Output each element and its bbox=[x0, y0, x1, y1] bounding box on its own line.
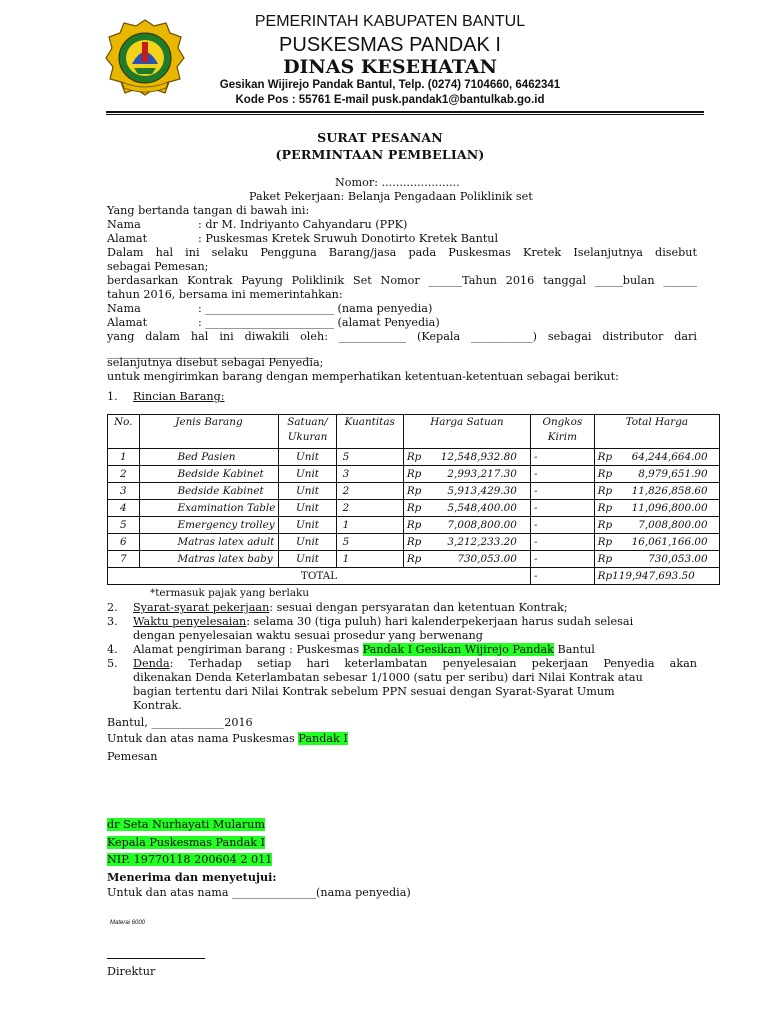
cell-qty: 1 bbox=[336, 517, 403, 534]
term-4-pre: Alamat pengiriman barang : Puskesmas bbox=[133, 643, 363, 656]
table-total-row bbox=[108, 568, 720, 585]
term-4 bbox=[133, 643, 595, 657]
harga-value: 5,913,429.30 bbox=[447, 485, 517, 497]
header-postal-email: Kode Pos : 55761 E-mail pusk.pandak1@bantulkab.go.id bbox=[235, 94, 545, 106]
table-row bbox=[108, 466, 720, 483]
header-divider-thick bbox=[106, 111, 704, 113]
term-3 bbox=[133, 615, 633, 629]
cell-harga bbox=[403, 466, 530, 483]
cell-total bbox=[594, 534, 719, 551]
currency-label: Rp bbox=[597, 553, 613, 565]
harga-value: 12,548,932.80 bbox=[440, 451, 517, 463]
cell-qty: 5 bbox=[336, 534, 403, 551]
paragraph-pemesan-2: sebagai Pemesan; bbox=[107, 260, 209, 273]
cell-total bbox=[594, 449, 719, 466]
paket-line: Paket Pekerjaan: Belanja Pengadaan Poliklinik set bbox=[249, 190, 533, 203]
cell-jenis: Bedside Kabinet bbox=[139, 483, 279, 500]
total-value: 16,061,166.00 bbox=[631, 536, 708, 548]
cell-ongkos: - bbox=[531, 500, 595, 517]
closing-untuk bbox=[107, 732, 348, 746]
currency-label: Rp bbox=[597, 468, 613, 480]
alamat-value: : Puskesmas Kretek Sruwuh Donotirto Kretek Bantul bbox=[198, 232, 499, 245]
cell-no: 4 bbox=[108, 500, 140, 517]
closing-untuk-highlight: Pandak I bbox=[298, 732, 348, 745]
cell-qty: 2 bbox=[336, 500, 403, 517]
cell-jenis: Matras latex adult bbox=[139, 534, 279, 551]
cell-total bbox=[594, 466, 719, 483]
tax-note: *termasuk pajak yang berlaku bbox=[150, 587, 310, 599]
cell-satuan: Unit bbox=[279, 551, 336, 568]
signature-line bbox=[107, 958, 205, 959]
term-2-text: : sesuai dengan persyaratan dan ketentuan Kontrak; bbox=[269, 601, 568, 614]
total-ongkos: - bbox=[531, 568, 595, 585]
nama-label: Nama bbox=[107, 218, 141, 231]
currency-label: Rp bbox=[597, 451, 613, 463]
harga-value: 2,993,217.30 bbox=[447, 468, 517, 480]
alamat-label: Alamat bbox=[107, 232, 148, 245]
cell-no: 7 bbox=[108, 551, 140, 568]
alamat-penyedia-label: Alamat bbox=[107, 316, 148, 329]
cell-qty: 5 bbox=[336, 449, 403, 466]
untuk-penyedia: Untuk dan atas nama _______________(nama penyedia) bbox=[107, 886, 411, 899]
col-header-total: Total Harga bbox=[594, 415, 719, 449]
currency-label: Rp bbox=[406, 451, 422, 463]
term-2-label: Syarat-syarat pekerjaan bbox=[133, 601, 270, 614]
cell-jenis: Bedside Kabinet bbox=[139, 466, 279, 483]
paragraph-penyedia: selanjutnya disebut sebagai Penyedia; bbox=[107, 356, 324, 369]
cell-satuan: Unit bbox=[279, 466, 336, 483]
term-2 bbox=[133, 601, 568, 615]
cell-no: 5 bbox=[108, 517, 140, 534]
cell-ongkos: - bbox=[531, 483, 595, 500]
cell-jenis: Matras latex baby bbox=[139, 551, 279, 568]
cell-harga bbox=[403, 517, 530, 534]
cell-total bbox=[594, 551, 719, 568]
term-2-number: 2. bbox=[107, 601, 118, 614]
paragraph-kontrak-2: tahun 2016, bersama ini memerintahkan: bbox=[107, 288, 343, 301]
cell-no: 3 bbox=[108, 483, 140, 500]
document-title: SURAT PESANAN bbox=[317, 130, 443, 145]
term-5-text: : Terhadap setiap hari keterlambatan penyelesaian pekerjaan Penyedia akan bbox=[169, 657, 697, 670]
col-header-kuantitas: Kuantitas bbox=[336, 415, 403, 449]
header-government: PEMERINTAH KABUPATEN BANTUL bbox=[254, 13, 526, 30]
cell-no: 6 bbox=[108, 534, 140, 551]
cell-harga bbox=[403, 534, 530, 551]
total-label: TOTAL bbox=[108, 568, 531, 585]
col-header-satuan: Satuan/ Ukuran bbox=[279, 415, 336, 449]
paragraph-diwakili: yang dalam hal ini diwakili oleh: ____________ (Kepala ___________) sebagai distributor dari bbox=[107, 330, 697, 343]
cell-jenis: Emergency trolley bbox=[139, 517, 279, 534]
cell-harga bbox=[403, 483, 530, 500]
col-header-harga: Harga Satuan bbox=[403, 415, 530, 449]
alamat-penyedia-value: : _______________________ (alamat Penyedia) bbox=[198, 316, 440, 329]
cell-ongkos: - bbox=[531, 551, 595, 568]
cell-satuan: Unit bbox=[279, 483, 336, 500]
header-puskesmas: PUSKESMAS PANDAK I bbox=[279, 34, 501, 56]
cell-qty: 1 bbox=[336, 551, 403, 568]
currency-label: Rp bbox=[597, 519, 613, 531]
materai-label: Materai 6000 bbox=[110, 920, 146, 926]
term-5-line3: bagian tertentu dari Nilai Kontrak sebelum PPN sesuai dengan Syarat-Syarat Umum bbox=[133, 685, 615, 698]
term-3-text: : selama 30 (tiga puluh) hari kalenderpekerjaan harus sudah selesai bbox=[246, 615, 634, 628]
col-header-no: No. bbox=[108, 415, 140, 449]
nomor-line: Nomor: ...................... bbox=[335, 176, 460, 189]
cell-ongkos: - bbox=[531, 449, 595, 466]
paragraph-pemesan-1: Dalam hal ini selaku Pengguna Barang/jasa pada Puskesmas Kretek Iselanjutnya disebut bbox=[107, 246, 697, 259]
currency-label: Rp bbox=[597, 485, 613, 497]
currency-label: Rp bbox=[406, 485, 422, 497]
cell-total bbox=[594, 517, 719, 534]
harga-value: 3,212,233.20 bbox=[447, 536, 517, 548]
term-5 bbox=[133, 657, 697, 671]
menerima-heading: Menerima dan menyetujui: bbox=[107, 870, 277, 884]
table-row bbox=[108, 500, 720, 517]
harga-value: 5,548,400.00 bbox=[447, 502, 517, 514]
cell-satuan: Unit bbox=[279, 534, 336, 551]
cell-no: 1 bbox=[108, 449, 140, 466]
paragraph-kontrak-1: berdasarkan Kontrak Payung Poliklinik Set Nomor ______Tahun 2016 tanggal _____bulan ______ bbox=[107, 274, 697, 287]
table-row bbox=[108, 449, 720, 466]
cell-satuan: Unit bbox=[279, 517, 336, 534]
table-row bbox=[108, 551, 720, 568]
cell-total bbox=[594, 500, 719, 517]
cell-satuan: Unit bbox=[279, 449, 336, 466]
closing-date: Bantul, _____________2016 bbox=[107, 716, 253, 729]
currency-label: Rp bbox=[597, 536, 613, 548]
items-table bbox=[107, 414, 720, 585]
currency-label: Rp bbox=[406, 502, 422, 514]
total-value: 8,979,651.90 bbox=[638, 468, 708, 480]
col-header-jenis: Jenis Barang bbox=[139, 415, 279, 449]
closing-untuk-pre: Untuk dan atas nama Puskesmas bbox=[107, 732, 299, 745]
signatory-name-text: dr Seta Nurhayati Mularum bbox=[107, 818, 265, 831]
currency-label: Rp bbox=[406, 536, 422, 548]
paragraph-ketentuan: untuk mengirimkan barang dengan memperhatikan ketentuan-ketentuan sebagai berikut: bbox=[107, 370, 619, 383]
table-header-row bbox=[108, 415, 720, 449]
direktur-label: Direktur bbox=[107, 965, 156, 978]
bertanda-line: Yang bertanda tangan di bawah ini: bbox=[107, 204, 310, 217]
col-header-ongkos: Ongkos Kirim bbox=[531, 415, 595, 449]
table-row bbox=[108, 534, 720, 551]
nama-value: : dr M. Indriyanto Cahyandaru (PPK) bbox=[198, 218, 408, 231]
signatory-title-text: Kepala Puskesmas Pandak I bbox=[107, 836, 265, 849]
harga-value: 7,008,800.00 bbox=[447, 519, 517, 531]
item-1-number: 1. bbox=[107, 390, 118, 403]
term-4-number: 4. bbox=[107, 643, 118, 656]
cell-ongkos: - bbox=[531, 466, 595, 483]
signatory-name bbox=[107, 818, 265, 832]
cell-qty: 3 bbox=[336, 466, 403, 483]
header-divider-thin bbox=[106, 114, 704, 115]
cell-total bbox=[594, 483, 719, 500]
term-3-number: 3. bbox=[107, 615, 118, 628]
cell-satuan: Unit bbox=[279, 500, 336, 517]
total-value: 11,096,800.00 bbox=[631, 502, 708, 514]
cell-harga bbox=[403, 449, 530, 466]
cell-jenis: Examination Table bbox=[139, 500, 279, 517]
table-row bbox=[108, 483, 720, 500]
cell-harga bbox=[403, 500, 530, 517]
header-address: Gesikan Wijirejo Pandak Bantul, Telp. (0274) 7104660, 6462341 bbox=[219, 79, 561, 91]
total-value: 11,826,858.60 bbox=[631, 485, 708, 497]
currency-label: Rp bbox=[597, 502, 613, 514]
table-row bbox=[108, 517, 720, 534]
signatory-title bbox=[107, 836, 265, 850]
term-5-label: Denda bbox=[133, 657, 170, 670]
harga-value: 730,053.00 bbox=[457, 553, 517, 565]
total-value: 64,244,664.00 bbox=[631, 451, 708, 463]
term-3-label: Waktu penyelesaian bbox=[133, 615, 247, 628]
term-5-line2: dikenakan Denda Keterlambatan sebesar 1/1000 (satu per seribu) dari Nilai Kontrak atau bbox=[133, 671, 643, 684]
cell-no: 2 bbox=[108, 466, 140, 483]
cell-ongkos: - bbox=[531, 517, 595, 534]
item-1-rincian: Rincian Barang: bbox=[133, 390, 225, 403]
total-value-cell: Rp119,947,693.50 bbox=[594, 568, 719, 585]
nama-penyedia-value: : _______________________ (nama penyedia) bbox=[198, 302, 433, 315]
cell-harga bbox=[403, 551, 530, 568]
distributor-blank: _____________________________________ bbox=[107, 346, 314, 359]
cell-jenis: Bed Pasien bbox=[139, 449, 279, 466]
currency-label: Rp bbox=[406, 519, 422, 531]
total-value: 7,008,800.00 bbox=[638, 519, 708, 531]
term-4-highlight: Pandak I Gesikan Wijirejo Pandak bbox=[362, 643, 554, 656]
signatory-nip bbox=[107, 853, 272, 867]
currency-label: Rp bbox=[406, 553, 422, 565]
term-5-number: 5. bbox=[107, 657, 118, 670]
header-dinas: DINAS KESEHATAN bbox=[283, 56, 497, 78]
term-4-post: Bantul bbox=[553, 643, 595, 656]
term-5-line4: Kontrak. bbox=[133, 699, 182, 712]
document-subtitle: (PERMINTAAN PEMBELIAN) bbox=[275, 147, 485, 162]
cell-ongkos: - bbox=[531, 534, 595, 551]
nama-penyedia-label: Nama bbox=[107, 302, 141, 315]
cell-qty: 2 bbox=[336, 483, 403, 500]
signatory-nip-text: NIP. 19770118 200604 2 011 bbox=[107, 853, 273, 866]
currency-label: Rp bbox=[406, 468, 422, 480]
closing-pemesan: Pemesan bbox=[107, 750, 158, 763]
total-value: 730,053.00 bbox=[648, 553, 708, 565]
term-3-line2: dengan penyelesaian waktu sesuai prosedur yang berwenang bbox=[133, 629, 483, 642]
